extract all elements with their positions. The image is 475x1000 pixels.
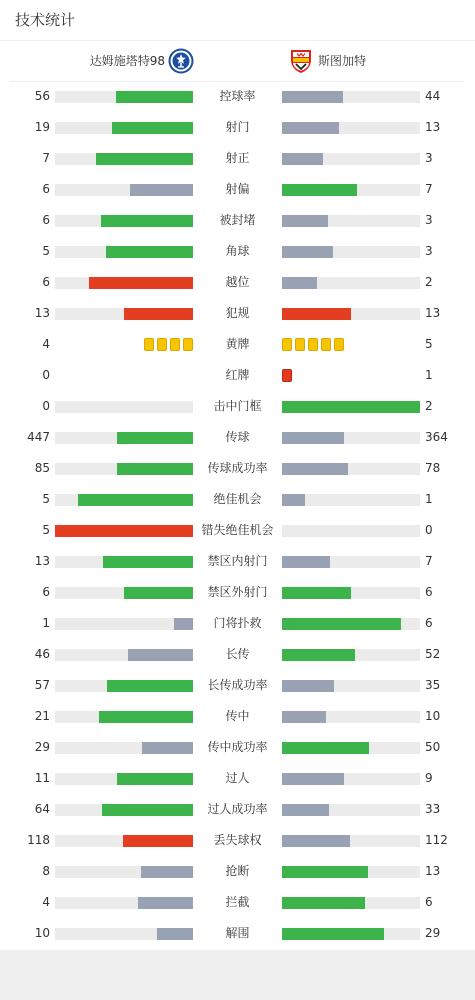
yellow-card-icon — [295, 338, 305, 351]
home-stat-bar-fill — [157, 928, 193, 940]
home-stat-bar-track — [55, 587, 193, 599]
stat-label: 传中成功率 — [207, 740, 268, 754]
stat-row — [0, 236, 475, 267]
away-stat-value: 35 — [425, 678, 441, 692]
away-stat-value: 1 — [425, 492, 433, 506]
away-stat-bar-fill — [282, 835, 350, 847]
stat-row — [0, 887, 475, 918]
home-stat-bar-fill — [174, 618, 193, 630]
stat-label: 禁区外射门 — [207, 585, 268, 599]
home-stat-value: 21 — [34, 709, 50, 723]
home-stat-bar-fill — [138, 897, 193, 909]
home-stat-value: 6 — [42, 275, 50, 289]
stat-row — [0, 856, 475, 887]
away-stat-bar-track — [282, 401, 420, 413]
home-stat-bar-track — [55, 277, 193, 289]
away-stat-value: 3 — [425, 244, 433, 258]
stat-label: 拦截 — [225, 895, 250, 909]
away-stat-bar-track — [282, 866, 420, 878]
away-stat-bar-fill — [282, 184, 357, 196]
home-stat-value: 5 — [42, 523, 50, 537]
home-stat-value: 4 — [42, 337, 50, 351]
home-stat-bar-track — [55, 494, 193, 506]
vfb-stuttgart-crest-icon[interactable] — [288, 48, 314, 74]
away-stat-bar-fill — [282, 277, 317, 289]
home-stat-bar-fill — [117, 432, 193, 444]
stat-label: 禁区内射门 — [207, 554, 268, 568]
away-stat-value: 112 — [425, 833, 448, 847]
home-stat-bar-track — [55, 835, 193, 847]
home-stat-value: 56 — [34, 89, 50, 103]
home-stat-bar-fill — [106, 246, 193, 258]
yellow-card-icon — [282, 338, 292, 351]
home-stat-value: 0 — [42, 399, 50, 413]
away-stat-value: 29 — [425, 926, 441, 940]
away-stat-value: 13 — [425, 120, 441, 134]
home-stat-bar-fill — [99, 711, 193, 723]
home-stat-value: 13 — [34, 554, 50, 568]
stat-row — [0, 143, 475, 174]
stat-label: 长传成功率 — [207, 678, 268, 692]
stat-row — [0, 205, 475, 236]
away-stat-value: 3 — [425, 213, 433, 227]
stat-row — [0, 546, 475, 577]
home-stat-bar-fill — [102, 804, 193, 816]
away-stat-bar-track — [282, 711, 420, 723]
home-stat-bar-fill — [112, 122, 193, 134]
away-stat-bar-fill — [282, 928, 384, 940]
home-stat-bar-fill — [116, 91, 193, 103]
stat-row — [0, 794, 475, 825]
stat-label: 过人成功率 — [207, 802, 268, 816]
stat-label: 解围 — [225, 926, 250, 940]
home-stat-bar-track — [55, 184, 193, 196]
home-stat-bar-fill — [128, 649, 193, 661]
stat-label: 射门 — [225, 120, 250, 134]
away-stat-bar-fill — [282, 494, 305, 506]
home-stat-value: 7 — [42, 151, 50, 165]
away-stat-bar-track — [282, 804, 420, 816]
home-stat-bar-track — [55, 91, 193, 103]
page-title: 技术统计 — [15, 11, 76, 29]
away-stat-bar-track — [282, 432, 420, 444]
home-stat-bar-fill — [103, 556, 193, 568]
stat-label: 击中门框 — [213, 399, 262, 413]
away-stat-bar-fill — [282, 742, 369, 754]
away-stat-bar-track — [282, 91, 420, 103]
stat-row — [0, 329, 475, 360]
away-stat-bar-fill — [282, 618, 401, 630]
home-stat-bar-track — [55, 432, 193, 444]
away-stat-bar-track — [282, 897, 420, 909]
home-stat-bar-fill — [101, 215, 193, 227]
away-stat-value: 5 — [425, 337, 433, 351]
home-stat-value: 6 — [42, 182, 50, 196]
stat-label: 长传 — [225, 647, 250, 661]
home-stat-bar-track — [55, 618, 193, 630]
home-stat-bar-track — [55, 742, 193, 754]
stat-label: 传球 — [225, 430, 250, 444]
stat-label: 绝佳机会 — [213, 492, 262, 506]
away-stat-value: 1 — [425, 368, 433, 382]
home-stat-bar-track — [55, 556, 193, 568]
away-stat-bar-track — [282, 494, 420, 506]
away-stat-bar-fill — [282, 153, 323, 165]
away-stat-value: 3 — [425, 151, 433, 165]
home-stat-bar-track — [55, 897, 193, 909]
home-stat-value: 57 — [34, 678, 50, 692]
yellow-card-icon — [321, 338, 331, 351]
home-stat-value: 1 — [42, 616, 50, 630]
home-stat-value: 5 — [42, 244, 50, 258]
home-stat-bar-fill — [141, 866, 193, 878]
yellow-card-icon — [144, 338, 154, 351]
away-stat-value: 6 — [425, 585, 433, 599]
home-stat-value: 29 — [34, 740, 50, 754]
stat-label: 角球 — [225, 244, 250, 258]
away-stat-bar-track — [282, 587, 420, 599]
home-stat-value: 4 — [42, 895, 50, 909]
away-stat-bar-track — [282, 246, 420, 258]
yellow-card-icon — [308, 338, 318, 351]
home-stat-bar-fill — [55, 525, 193, 537]
home-cards — [144, 338, 193, 352]
stat-row — [0, 453, 475, 484]
away-stat-bar-track — [282, 680, 420, 692]
stat-label: 传球成功率 — [207, 461, 268, 475]
home-stat-bar-track — [55, 122, 193, 134]
away-stat-value: 52 — [425, 647, 441, 661]
home-stat-bar-fill — [124, 587, 193, 599]
stat-row — [0, 577, 475, 608]
away-stat-bar-track — [282, 215, 420, 227]
away-stat-bar-fill — [282, 215, 328, 227]
away-stat-bar-fill — [282, 463, 348, 475]
yellow-card-icon — [157, 338, 167, 351]
away-stat-value: 6 — [425, 895, 433, 909]
away-stat-bar-fill — [282, 308, 351, 320]
away-stat-value: 33 — [425, 802, 441, 816]
stat-label: 传中 — [225, 709, 250, 723]
away-stat-bar-fill — [282, 804, 329, 816]
home-stat-bar-fill — [89, 277, 193, 289]
stat-row — [0, 639, 475, 670]
home-stat-value: 64 — [34, 802, 50, 816]
away-cards — [282, 338, 344, 352]
stat-label: 门将扑救 — [213, 616, 262, 630]
stat-row — [0, 422, 475, 453]
home-stat-value: 5 — [42, 492, 50, 506]
stat-label: 被封堵 — [219, 213, 256, 227]
away-stat-value: 2 — [425, 275, 433, 289]
home-stat-value: 0 — [42, 368, 50, 382]
home-stat-bar-fill — [96, 153, 193, 165]
away-stat-value: 6 — [425, 616, 433, 630]
stat-label: 抢断 — [225, 864, 250, 878]
home-stat-bar-track — [55, 866, 193, 878]
home-stat-value: 85 — [34, 461, 50, 475]
divider — [0, 40, 475, 41]
away-stat-bar-fill — [282, 897, 365, 909]
stat-label: 犯规 — [225, 306, 250, 320]
stat-row — [0, 298, 475, 329]
stat-row — [0, 360, 475, 391]
home-stat-bar-track — [55, 463, 193, 475]
home-stat-bar-track — [55, 773, 193, 785]
away-stat-value: 78 — [425, 461, 441, 475]
away-stat-bar-track — [282, 618, 420, 630]
home-stat-bar-fill — [130, 184, 193, 196]
stat-row — [0, 825, 475, 856]
stat-row — [0, 701, 475, 732]
away-stat-bar-fill — [282, 401, 420, 413]
away-stat-value: 13 — [425, 864, 441, 878]
stat-label: 越位 — [225, 275, 250, 289]
away-stat-value: 9 — [425, 771, 433, 785]
away-stat-bar-track — [282, 184, 420, 196]
yellow-card-icon — [183, 338, 193, 351]
home-stat-bar-track — [55, 928, 193, 940]
stat-label: 红牌 — [225, 368, 250, 382]
stat-row — [0, 763, 475, 794]
away-stat-value: 0 — [425, 523, 433, 537]
yellow-card-icon — [170, 338, 180, 351]
away-stat-bar-fill — [282, 866, 368, 878]
stat-label: 控球率 — [219, 89, 256, 103]
stat-row — [0, 112, 475, 143]
stat-row — [0, 918, 475, 949]
stat-row — [0, 608, 475, 639]
home-stat-bar-track — [55, 153, 193, 165]
away-stat-bar-fill — [282, 773, 344, 785]
away-stat-bar-track — [282, 463, 420, 475]
away-stat-value: 44 — [425, 89, 441, 103]
home-stat-value: 46 — [34, 647, 50, 661]
yellow-card-icon — [334, 338, 344, 351]
home-stat-value: 8 — [42, 864, 50, 878]
stat-label: 过人 — [225, 771, 250, 785]
away-stat-bar-track — [282, 308, 420, 320]
home-stat-value: 447 — [27, 430, 50, 444]
stat-row — [0, 484, 475, 515]
away-stat-bar-track — [282, 649, 420, 661]
away-stat-value: 7 — [425, 554, 433, 568]
away-stat-bar-track — [282, 773, 420, 785]
away-stat-bar-track — [282, 835, 420, 847]
stat-row — [0, 391, 475, 422]
home-stat-bar-track — [55, 804, 193, 816]
stat-label: 错失绝佳机会 — [201, 523, 274, 537]
home-stat-bar-track — [55, 246, 193, 258]
away-stat-bar-track — [282, 277, 420, 289]
home-stat-value: 6 — [42, 213, 50, 227]
stat-row — [0, 267, 475, 298]
darmstadt-98-crest-icon[interactable] — [168, 48, 194, 74]
stat-label: 黄牌 — [225, 337, 250, 351]
stat-row — [0, 174, 475, 205]
stat-label: 丢失球权 — [213, 833, 262, 847]
away-cards — [282, 369, 292, 383]
home-stat-value: 118 — [27, 833, 50, 847]
away-stat-value: 13 — [425, 306, 441, 320]
home-stat-bar-fill — [117, 463, 193, 475]
home-stat-value: 19 — [34, 120, 50, 134]
stat-label: 射正 — [225, 151, 250, 165]
away-stat-bar-fill — [282, 587, 351, 599]
away-stat-bar-fill — [282, 432, 344, 444]
home-stat-bar-track — [55, 649, 193, 661]
home-stat-bar-fill — [78, 494, 193, 506]
home-stat-bar-fill — [107, 680, 193, 692]
red-card-icon — [282, 369, 292, 382]
home-stat-bar-track — [55, 680, 193, 692]
away-stat-value: 2 — [425, 399, 433, 413]
home-stat-value: 10 — [34, 926, 50, 940]
away-stat-bar-fill — [282, 556, 330, 568]
away-stat-bar-fill — [282, 649, 355, 661]
home-stat-bar-track — [55, 215, 193, 227]
away-stat-bar-track — [282, 153, 420, 165]
away-stat-bar-track — [282, 525, 420, 537]
away-stat-value: 7 — [425, 182, 433, 196]
home-stat-value: 6 — [42, 585, 50, 599]
home-stat-bar-fill — [117, 773, 193, 785]
home-stat-bar-fill — [123, 835, 193, 847]
home-stat-bar-fill — [142, 742, 193, 754]
away-stat-value: 50 — [425, 740, 441, 754]
away-stat-bar-track — [282, 556, 420, 568]
away-stat-value: 10 — [425, 709, 441, 723]
away-stat-bar-fill — [282, 91, 343, 103]
stat-row — [0, 81, 475, 112]
away-stat-bar-fill — [282, 122, 339, 134]
home-stat-bar-track — [55, 308, 193, 320]
home-stat-bar-track — [55, 711, 193, 723]
home-stat-bar-track — [55, 401, 193, 413]
stat-label: 射偏 — [225, 182, 250, 196]
stat-row — [0, 732, 475, 763]
home-stat-value: 11 — [34, 771, 50, 785]
home-stat-value: 13 — [34, 306, 50, 320]
home-team-name[interactable]: 达姆施塔特98 — [89, 54, 165, 68]
away-stat-bar-fill — [282, 680, 334, 692]
away-stat-bar-track — [282, 122, 420, 134]
away-stat-bar-fill — [282, 711, 326, 723]
stats-list — [0, 81, 475, 949]
home-stat-bar-track — [55, 525, 193, 537]
away-stat-bar-track — [282, 742, 420, 754]
stat-row — [0, 515, 475, 546]
away-stat-value: 364 — [425, 430, 448, 444]
stat-row — [0, 670, 475, 701]
home-stat-bar-fill — [124, 308, 193, 320]
away-stat-bar-fill — [282, 246, 333, 258]
away-stat-bar-track — [282, 928, 420, 940]
away-team-name[interactable]: 斯图加特 — [318, 54, 367, 68]
